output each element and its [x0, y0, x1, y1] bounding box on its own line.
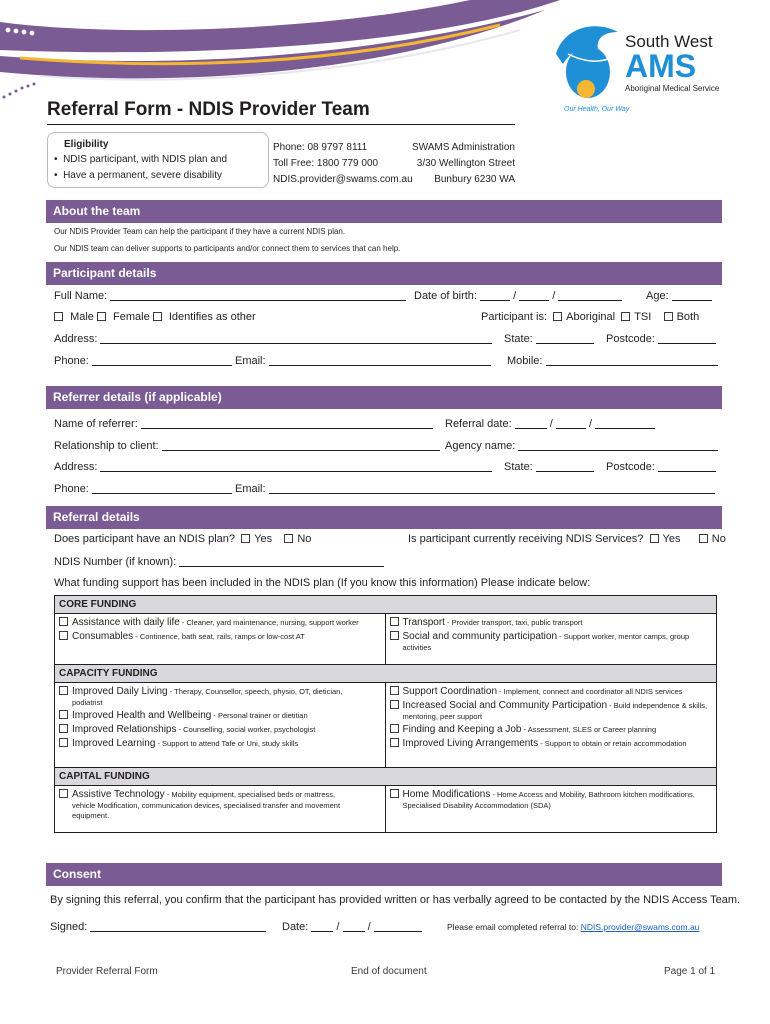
title-underline — [47, 124, 515, 125]
mobile-field[interactable]: Mobile: — [507, 354, 718, 367]
participant-heading: Participant details — [46, 262, 722, 285]
capacity-item[interactable]: Improved Living Arrangements - Support to obtain or retain accommodation — [390, 738, 713, 750]
male-checkbox[interactable] — [54, 312, 63, 321]
services-yes-checkbox[interactable] — [650, 534, 659, 543]
participant-is-options: Participant is: Aboriginal TSI Both — [481, 311, 700, 323]
core-funding-heading: CORE FUNDING — [55, 596, 716, 614]
capacity-funding-row — [55, 683, 716, 768]
female-checkbox[interactable] — [97, 312, 106, 321]
referrer-address-field[interactable]: Address: — [54, 460, 492, 473]
referral-heading: Referral details — [46, 506, 722, 529]
contact-tollfree: Toll Free: 1800 779 000 — [273, 158, 379, 169]
email-prompt: Please email completed referral to: NDIS.provider@swams.com.au — [447, 922, 700, 932]
consent-heading: Consent — [46, 863, 722, 886]
core-funding-left — [55, 614, 386, 664]
referrer-phone-field[interactable]: Phone: — [54, 482, 232, 495]
address-field[interactable]: Address: — [54, 332, 492, 345]
swams-logo — [548, 14, 733, 120]
footer-left: Provider Referral Form — [56, 966, 158, 977]
phone-field[interactable]: Phone: — [54, 354, 232, 367]
capacity-item[interactable]: Improved Health and Wellbeing - Personal trainer or dietitian — [59, 710, 381, 722]
ndis-plan-question: Does participant have an NDIS plan? Yes No — [54, 533, 312, 545]
core-item[interactable]: Social and community participation - Support worker, mentor camps, group activities — [390, 631, 713, 653]
footer-center: End of document — [351, 966, 427, 977]
tsi-checkbox[interactable] — [621, 312, 630, 321]
agency-field[interactable]: Agency name: — [445, 439, 718, 452]
capacity-item[interactable]: Improved Learning - Support to attend Tafe or Uni, study skills — [59, 738, 381, 750]
referrer-postcode-field[interactable]: Postcode: — [606, 460, 716, 473]
capital-item[interactable]: Home Modifications - Home Access and Mobility, Bathroom kitchen modifications. Specialised Disability Accommodation (SDA) — [390, 789, 713, 811]
logo-line1: South West — [625, 32, 713, 51]
address-block — [396, 140, 515, 188]
logo-tagline: Our Health, Our Way — [564, 106, 630, 113]
referrer-name-field[interactable]: Name of referrer: — [54, 417, 433, 430]
logo-line2: AMS — [625, 48, 697, 84]
admin-street: 3/30 Wellington Street — [416, 158, 515, 169]
about-line1: Our NDIS Provider Team can help the participant if they have a current NDIS plan. — [54, 227, 346, 236]
services-question: Is participant currently receiving NDIS Services? Yes No — [408, 533, 726, 545]
services-no-checkbox[interactable] — [699, 534, 708, 543]
capital-funding-row — [55, 786, 716, 832]
full-name-field[interactable]: Full Name: — [54, 289, 406, 302]
eligibility-item: • NDIS participant, with NDIS plan and — [54, 154, 228, 165]
footer-page-number: Page 1 of 1 — [664, 966, 716, 977]
eligibility-item: • Have a permanent, severe disability — [54, 170, 223, 181]
core-funding-right — [386, 614, 717, 664]
ndis-plan-yes-checkbox[interactable] — [241, 534, 250, 543]
referral-date-field[interactable]: Referral date: / / — [445, 417, 655, 430]
funding-question: What funding support has been included in the NDIS plan (If you know this information) Please indicate below: — [54, 577, 591, 589]
other-checkbox[interactable] — [153, 312, 162, 321]
dob-field[interactable]: Date of birth: / / — [414, 289, 622, 302]
consent-date-field[interactable]: Date: / / — [282, 920, 422, 933]
core-item[interactable]: Consumables - Continence, bath seat, rails, ramps or low-cost AT — [59, 631, 381, 643]
consent-email-link[interactable]: NDIS.provider@swams.com.au — [580, 922, 700, 932]
funding-table — [54, 595, 717, 833]
page-title: Referral Form - NDIS Provider Team — [47, 99, 370, 120]
both-checkbox[interactable] — [664, 312, 673, 321]
postcode-field[interactable]: Postcode: — [606, 332, 716, 345]
ndis-number-field[interactable]: NDIS Number (if known): — [54, 555, 384, 568]
email-field[interactable]: Email: — [235, 354, 491, 367]
capacity-item[interactable]: Improved Relationships - Counselling, social worker, psychologist — [59, 724, 381, 736]
capacity-item[interactable]: Finding and Keeping a Job - Assessment, SLES or Career planning — [390, 724, 713, 736]
core-item[interactable]: Assistance with daily life - Cleaner, yard maintenance, nursing, support worker — [59, 617, 381, 629]
referrer-heading: Referrer details (if applicable) — [46, 386, 722, 409]
header-decoration — [0, 0, 560, 110]
ndis-plan-no-checkbox[interactable] — [284, 534, 293, 543]
contact-email[interactable]: NDIS.provider@swams.com.au — [273, 174, 413, 185]
contact-block — [273, 140, 413, 188]
capacity-funding-heading: CAPACITY FUNDING — [55, 665, 716, 683]
logo-line3: Aboriginal Medical Service — [625, 84, 720, 93]
state-field[interactable]: State: — [504, 332, 594, 345]
capital-item[interactable]: Assistive Technology - Mobility equipment, specialised beds or mattress, vehicle Modification, communication devices, specialised transfer and movement equipment. — [59, 789, 381, 821]
capital-funding-heading: CAPITAL FUNDING — [55, 768, 716, 786]
capacity-item[interactable]: Improved Daily Living - Therapy, Counsellor, speech, physio, OT, dietician, podiatrist — [59, 686, 381, 708]
capital-funding-left — [55, 786, 386, 832]
capacity-item[interactable]: Increased Social and Community Participation - Build independence & skills, mentoring, peer support — [390, 700, 713, 722]
admin-name: SWAMS Administration — [412, 142, 515, 153]
consent-statement: By signing this referral, you confirm that the participant has provided written or has verbally agreed to be contacted by the NDIS Access Team. — [50, 894, 741, 906]
capital-funding-right — [386, 786, 717, 832]
capacity-item[interactable]: Support Coordination - Implement, connect and coordinator all NDIS services — [390, 686, 713, 698]
contact-phone: Phone: 08 9797 8111 — [273, 142, 368, 153]
core-item[interactable]: Transport - Provider transport, taxi, public transport — [390, 617, 713, 629]
age-field[interactable]: Age: — [646, 289, 712, 302]
capacity-funding-right — [386, 683, 717, 767]
referrer-email-field[interactable]: Email: — [235, 482, 715, 495]
eligibility-heading: Eligibility — [64, 139, 109, 150]
about-heading: About the team — [46, 200, 722, 223]
core-funding-row — [55, 614, 716, 665]
gender-options: Male Female Identifies as other — [54, 311, 256, 323]
relationship-field[interactable]: Relationship to client: — [54, 439, 440, 452]
capacity-funding-left — [55, 683, 386, 767]
dolphin-icon — [548, 14, 628, 109]
aboriginal-checkbox[interactable] — [553, 312, 562, 321]
eligibility-box — [47, 132, 269, 188]
referrer-state-field[interactable]: State: — [504, 460, 594, 473]
signed-field[interactable]: Signed: — [50, 920, 266, 933]
about-line2: Our NDIS team can deliver supports to participants and/or connect them to services that can help. — [54, 244, 401, 253]
admin-city: Bunbury 6230 WA — [434, 174, 515, 185]
